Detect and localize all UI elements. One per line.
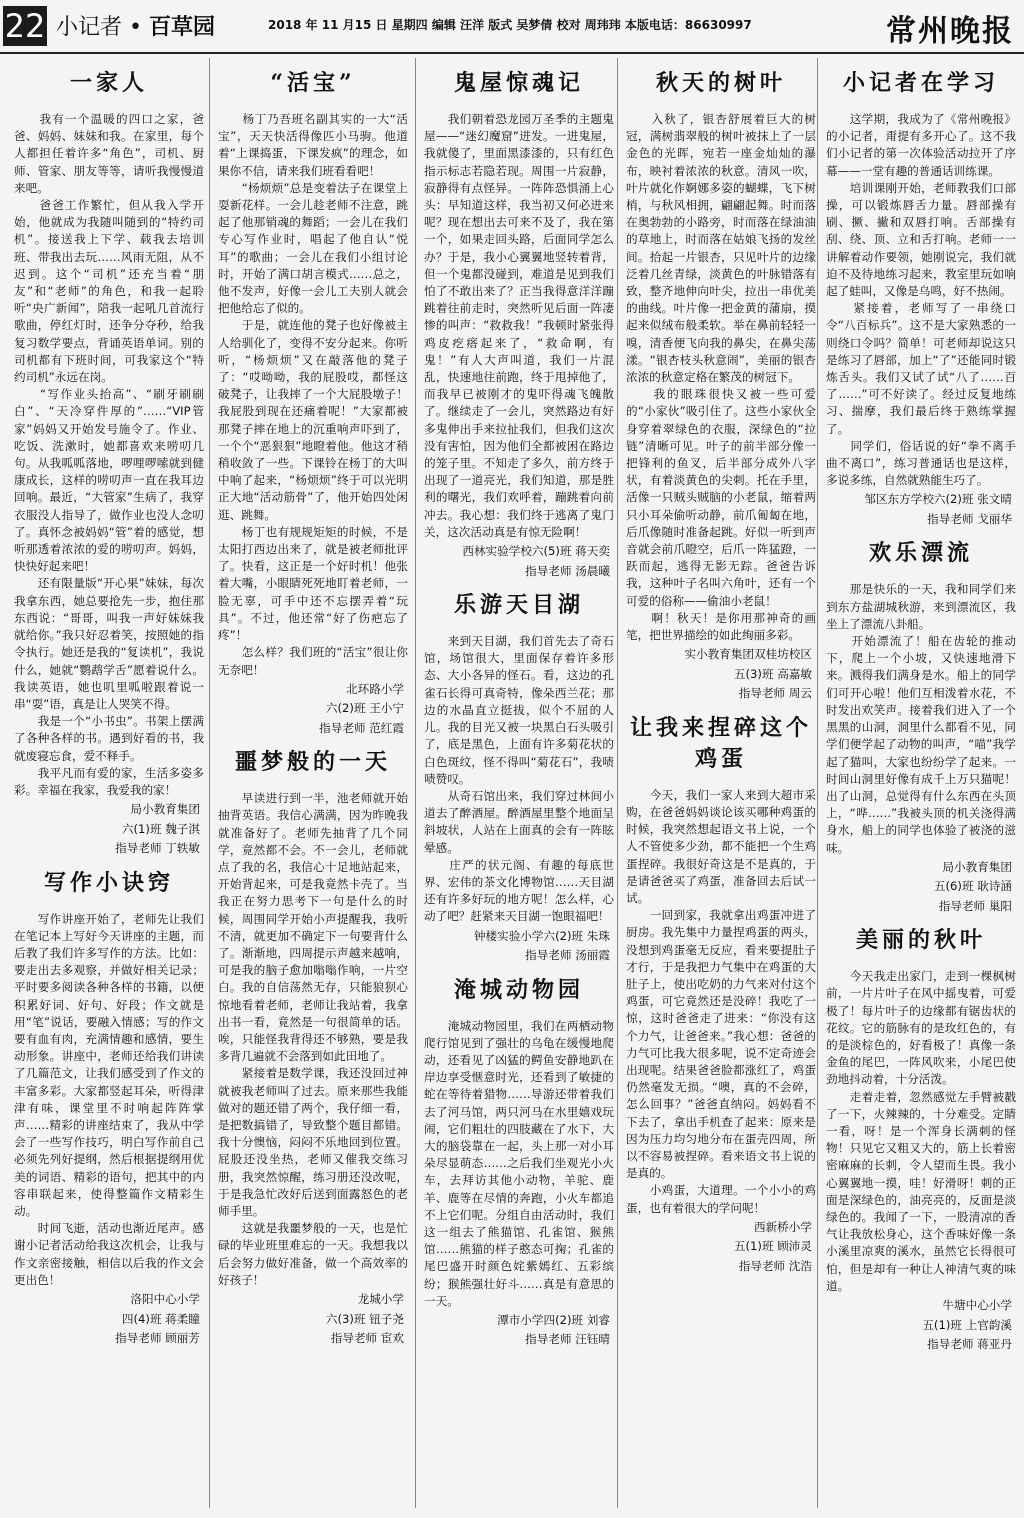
article-title: 淹城动物园: [453, 976, 584, 1003]
article-byline: 指导老师 戈丽华: [927, 511, 1012, 526]
section-name: 小记者: [56, 15, 123, 40]
article-byline: 洛阳中心小学: [130, 1292, 200, 1307]
article-title: 让我来捏碎这个鸡蛋: [629, 714, 812, 772]
article-byline: 指导老师 巢阳: [938, 898, 1012, 913]
column-1: [14, 58, 204, 1510]
article-body: 来到天目湖，我们首先去了奇石馆，场馆很大，里面保存着许多形态、大小各异的怪石。看，这边的孔雀石长得可真奇特，像朵西兰花；那边的水晶直立挺拔，似个不屈的人儿。我的目光又被一块黑白石头吸引了，底是黑色，上面有许多菊花状的白色斑纹，怪不得叫“菊花石”，我啧啧赞叹。 从奇石馆出来，我们穿过林间小道去了醉酒屋。醉酒屋里整个地面呈斜坡状，人站在上面真的会有一阵眩晕感。 庄严的状元阁、有趣的每底世界、宏伟的茶文化博物馆……天目湖还有许多好玩的地方呢！怎么样，心动了吧？赶紧来天目湖一饱眼福吧！: [424, 634, 614, 924]
article: [626, 711, 816, 1276]
article-body: 今天我走出家门，走到一棵枫树前，一片片叶子在风中摇曳着，可爱极了！每片叶子的边缘都有锯齿状的花纹。它的筋脉有的是玫红色的，有的是淡棕色的，好看极了！真像一条金鱼的尾巴，一阵风吹来，小尾巴使劲地抖动着，十分活泼。 走着走着，忽然感觉左手臂被戳了一下，火辣辣的，十分难受。定睛一看，呀！是一个浑身长满刺的怪物！只见它又粗又大的，筋上长着密密麻麻的长刺，令人望而生畏。我小心翼翼地一摸，哇！好滑呀！刺的正面是深绿色的，油亮亮的，反面是淡绿色的。我闻了一下，一股清凉的香气让我放松身心，这个香味好像一条小溪里凉爽的溪水，虽然它长得很可怕，但是却有一种让人神清气爽的味道。: [826, 969, 1016, 1293]
article-body: 我们朝着恐龙园万圣季的主题鬼屋——“迷幻魔窟”进发。一进鬼屋，我就傻了，里面黑漆漆的，只有红色指示标志若隐若现。周围一片寂静，寂静得有点怪异。一阵阵恐惧涌上心头：早知道这样，我当初又何必进来呢？现在想出去可来不及了，我在第一个，如果走回头路，后面同学怎么办？于是，我小心翼翼地竖转着背，但一个鬼都没碰到，难道是见到我们怕了不敢出来了？正当我得意洋洋蹦跳着往前走时，突然听见后面一阵凄惨的叫声：“救救我！”我顿时紧张得鸡皮疙瘩起来了，“救命啊，有鬼！”有人大声叫道，我们一片混乱，快速地往前跑，终于甩掉他了，而我早已被刚才的鬼吓得魂飞魄散了。继续走了一会儿，突然路边有好多鬼伸出手来拉扯我们，但我们这次没有害怕，因为他们全都被困在路边的笼子里。不知走了多久，前方终于出现了一道亮光，我们知道，那是胜利的曙光，我们欢呼着，蹦跳着向前冲去。我心想：我们终于逃离了鬼门关，这次活动真是有惊无险啊！: [424, 112, 614, 539]
article-title: 写作小诀窍: [43, 869, 174, 896]
article-title: 噩梦般的一天: [234, 749, 391, 776]
article: [218, 66, 408, 737]
article-byline: 局小教育集团: [942, 859, 1012, 874]
article: [14, 66, 204, 858]
article-byline: 钟楼实验小学六(2)班 朱珠: [473, 928, 610, 943]
article-title: 鬼屋惊魂记: [453, 70, 584, 96]
column-4: [626, 58, 816, 1510]
article-title: “活宝”: [270, 70, 356, 96]
column-rule: [415, 58, 416, 1508]
column-3: [424, 58, 614, 1510]
article: [218, 745, 408, 1347]
article-body: 淹城动物园里，我们在两栖动物爬行馆见到了强壮的乌龟在缓慢地爬动，还看见了凶猛的鳄鱼安静地趴在岸边享受惬意时光，还看到了敏捷的蛇在等待着猎物……导游还带着我们去了河马馆，两只河马在水里嬉戏玩闹，它们粗壮的四肢藏在了水下，大大的脑袋靠在一起，头上那一对小耳朵尽显萌态……之后我们坐观光小火车，去拜访其他小动物，羊驼、鹿羊、鹿等在尽情的奔跑，小火车都追不上它们呢。分组自由活动时，我们这一组去了熊猫馆、孔雀馆、猴熊馆……熊猫的样子憨态可掬；孔雀的尾巴盛开时颜色姹紫嫣红、五彩缤纷；猴熊强壮好斗……真是有意思的一天。: [424, 1018, 614, 1308]
article-byline: 六(1)班 魏子淇: [121, 821, 200, 836]
article-body: 杨丁乃吾班名副其实的一大“活宝”，天天快活得像匹小马驹。他道着“上课捣蛋，下课发疯”的理念，如果你不信，请来我们班看看吧！ “杨烦烦”总是变着法子在课堂上耍新花样。一会儿趁老师不注意，跳起了他那销魂的舞蹈；一会儿在我们专心写作业时，唱起了他自认“悦耳”的歌曲；一会儿在我们小组讨论时，开始了满口胡言模式……总之，他不发声，好像一会儿工夫别人就会把他给忘了似的。 于是，就连他的凳子也好像被主人给驯化了，变得不安分起来。你听听，“杨烦烦”又在敲落他的凳子了：“哎呦呦，我的屁股哎，都怪这破凳子，让我摔了一个大屁股墩子！我屁股到现在还痛着呢！”大家都被那凳子摔在地上的沉重响声吓到了，一个个“恶狠狠”地瞪着他。他这才稍稍收敛了一些。下课铃在杨丁的大叫中响了起来，“杨烦烦”终于可以光明正大地“活动筋骨”了，他开始四处闲逛、跳舞。 杨丁也有规规矩矩的时候，不是太阳打西边出来了，就是被老师批评了。快看，这正是一个好时机！他张着大嘴，小眼睛死死地盯着老师，一脸无辜，可手中还不忘摆弄着“玩具”。不过，他还常“好了伤疤忘了疼”！ 怎么样？我们班的“活宝”很让你无奈吧！: [218, 112, 408, 677]
article: [424, 66, 614, 580]
issue-info: 2018 年 11 月15 日 星期四 编辑 汪洋 版式 吴梦倩 校对 周玮玮 本版电话：86630997: [268, 18, 752, 32]
article-byline: 北环路小学: [346, 681, 404, 696]
column-5: [826, 58, 1016, 1510]
article-body: 这学期，我成为了《常州晚报》的小记者，甭提有多开心了。这不我们小记者的第一次体验活动拉开了序幕——一堂有趣的普通话训练课。 培训课刚开始，老师教我们口部操，可以锻炼唇舌力量。唇部操有刷、撅、撇和双唇打响。舌部操有刮、绕、顶、立和舌打响。老师一一讲解着动作要领，她刚说完，我们就迫不及待地练习起来，教室里玩如响起了蛙叫，又像是乌鸣，好不热闹。 紧接着，老师写了一串绕口令“八百标兵”。这不是大家熟悉的一则绕口令吗？简单！可老师却说这只是练习了唇部，加上“了”还能同时锻炼舌头。我们又试了试“八了……百了……”可不好读了。经过反复地练习、揣摩，我们最后终于熟练掌握了。 同学们，俗话说的好“拳不离手曲不离口”，练习普通话也是这样，多说多练，自然就熟能生巧了。: [826, 112, 1016, 488]
article-byline: 指导老师 汤丽霞: [525, 948, 610, 963]
article-byline: 指导老师 汪钰晴: [525, 1332, 610, 1347]
article-byline: 六(3)班 钮子尧: [325, 1311, 404, 1326]
article-body: 那是快乐的一天，我和同学们来到东方盐湖城秋游，来到漂流区，我坐上了漂流八卦船。 开始漂流了！船在齿轮的推动下，爬上一个小坡，又快速地滑下来。溅得我们满身是水。船上的同学们可开心啦！他们互相泼着水花，不时发出欢笑声。接着我们进入了一个黑黑的山洞，洞里什么都看不见，同学们便学起了动物的叫声，“喵”我学起了猫叫，大家也纷纷学了起来。一时间山洞里好像有成千上万只猫呢！出了山洞，总觉得有什么东西在头顶上，“哗……”我被头顶的机关浇得满身水，船上的同学也体验了被浇的滋味。: [826, 582, 1016, 855]
article-body: 我有一个温暖的四口之家，爸爸、妈妈、妹妹和我。在家里，每个人都担任着许多“角色”，司机、厨师、管家、朋友等等，请听我慢慢道来吧。 爸爸工作繁忙，但从我入学开始，他就成为我随叫随到的“特约司机”。接送我上下学、载我去培训班、带我出去玩……风雨无阻，从不迟到。这个“司机”还充当着“朋友”和“老师”的角色，和我一起聆听“央广新闻”，陪我一起吼几首流行歌曲，停红灯时，还争分夺秒，给我复习数学要点，背诵英语单词。别的司机都有下班时间，可我家这个“特约司机”永远在岗。 “写作业头抬高”、“刷牙刷刷白”、“天冷穿件厚的”……“VIP管家”妈妈又开始发号施令了。作业、吃饭、洗漱时，她都喜欢来唠叨几句。从我呱呱落地，啰哩啰嗦就到健康成长，这样的唠叨声一直在我耳边回响。最近，“大管家”生病了，我穿衣服没人指导了，做作业也没人念叨了。真怀念被妈妈“管”着的感觉，想听那透着浓浓的爱的唠叨声。妈妈，快快好起来吧！ 还有限量版“开心果”妹妹，每次我拿东西，她总要抢先一步，抱住那东西说：“哥哥，叫我一声好妹妹我就给你。”我只好忍着笑，按照她的指令执行。她还是我的“复读机”，我说什么，她就“鹦鹉学舌”愿着说什么。我读英语，她也叽里呱啦跟着说一串“耍”语，真是让人哭笑不得。 我是一个“小书虫”。书架上摆满了各种各样的书。遇到好看的书，我就废寝忘食，爱不释手。 我平凡而有爱的家，生活多姿多彩。幸福在我家，我爱我的家！: [14, 112, 204, 797]
page-number: 22: [4, 7, 46, 45]
column-rule: [817, 58, 818, 1508]
article-byline: 指导老师 沈浩: [738, 1258, 812, 1273]
article-byline: 实小教育集团双桂坊校区: [684, 647, 812, 662]
article: [424, 588, 614, 964]
article-byline: 五(3)班 高嘉敏: [733, 666, 812, 681]
page-header: [0, 0, 1024, 54]
newspaper-logo: 常州晚报: [886, 14, 1014, 49]
article-byline: 牛塘中心小学: [942, 1298, 1012, 1313]
article: [626, 66, 816, 703]
article-byline: 五(1)班 上官韵溪: [922, 1317, 1012, 1332]
article-title: 欢乐漂流: [868, 540, 973, 567]
article-byline: 五(1)班 顾沛灵: [733, 1239, 812, 1254]
article-body: 早读进行到一半，池老师就开始抽背英语。我信心满满，因为昨晚我就准备好了。老师先抽背了几个同学，竟然都不会。不一会儿，老师就点了我的名，我信心十足地站起来，开始背起来，可是我竟然卡壳了。当我正在努力思考下一句是什么的时候，周围同学开始小声提醒我，我听不清，就更加不确定下一句要背什么了。渐渐地，四周提示声越来越响，可是我的脑子愈加嗡嗡作响，一片空白。我的自信荡然无存，只能狼狈心惊地看着老师，老师让我站着，我拿出书一看，竟然是一句很简单的话。唉，只能怪我背得还不够熟，要是我多背几遍就不会落到如此田地了。 紧接着是数学课，我还没回过神就被我老师叫了过去。原来那些我能做对的题还错了两个，我仔细一看，是把数搞错了，导致整个题目都错。我十分懊恼，闷闷不乐地回到位置。屁股还没坐热，老师又催我交练习册，我突然惊醒，练习册还没改呢，于是我急忙改好后送到面露怒色的老师手里。 这就是我噩梦般的一天，也是忙碌的毕业班里难忘的一天。我想我以后会努力做好准备，做一个高效率的好孩子！: [218, 791, 408, 1287]
column-rule: [209, 58, 210, 1508]
column-rule: [617, 58, 618, 1508]
article: [14, 866, 204, 1348]
article: [826, 536, 1016, 915]
article: [826, 923, 1016, 1353]
article: [424, 973, 614, 1349]
column-2: [218, 58, 408, 1510]
article-byline: 六(2)班 王小宁: [325, 701, 404, 716]
article-byline: 龙城小学: [357, 1292, 404, 1307]
article-body: 今天，我们一家人来到大超市采购，在爸爸妈妈谈论该买哪种鸡蛋的时候，我突然想起语文书上说，一个人不管使多少劲，都不能把一个生鸡蛋捏碎。我很好奇这是不是真的，于是请爸爸买了鸡蛋，准备回去后试一试。 一回到家，我就拿出鸡蛋冲进了厨房。我先集中力量捏鸡蛋的两头，没想到鸡蛋毫无反应，看来要提肚子才行，于是我把力气集中在鸡蛋的大肚子上，使出吃奶的力气来对付这个鸡蛋，可它竟然还是没碎！我吃了一惊，这时爸爸走了进来：“你没有这个力气，让爸爸来。”我心想：爸爸的力气可比我大很多呢，说不定奇迹会出现呢。结果爸爸脸都涨红了，鸡蛋仍然毫发无损。“噢，真的不会碎，怎么回事？”爸爸直纳闷。妈妈看不下去了，拿出手机查了起来：原来是因为压力均匀地分布在蛋壳四周，所以不容易被捏碎。看来语文书上说的是真的。 小鸡蛋，大道理。一个小小的鸡蛋，也有着很大的学问呢！: [626, 787, 816, 1215]
article-byline: 局小教育集团: [130, 802, 200, 817]
article-byline: 五(6)班 耿诗涵: [933, 879, 1012, 894]
article-byline: 邹区东方学校六(2)班 张文晴: [864, 492, 1012, 507]
article-byline: 指导老师 蒋亚丹: [927, 1337, 1012, 1352]
article-byline: 指导老师 宦欢: [330, 1331, 404, 1346]
article-byline: 潭市小学四(2)班 刘睿: [497, 1312, 610, 1327]
article-title: 乐游天目湖: [453, 592, 584, 619]
article-byline: 指导老师 周云: [738, 686, 812, 701]
section-title: 小记者 • 百草园: [56, 15, 215, 40]
article: [826, 66, 1016, 528]
article-byline: 四(4)班 蒋柔瞳: [121, 1311, 200, 1326]
article-byline: 指导老师 丁轶敏: [115, 841, 200, 856]
article-byline: 指导老师 顾丽芳: [115, 1331, 200, 1346]
article-byline: 西林实验学校六(5)班 蒋天奕: [462, 544, 610, 559]
article-title: 美丽的秋叶: [855, 927, 986, 954]
article-body: 写作讲座开始了，老师先让我们在笔记本上写好今天讲座的主题，而后教了我们许多写作的方法。比如：要走出去多观察，并做好相关记录；平时要多阅读各种各样的书籍，以便积累好词、好句、好段；作文就是用“笔”说话，要融入情感；写的作文要有血有肉，充满情趣和感情，要生动形象。讲座中，老师还给我们讲读了几篇范文，让我们感受到了作文的丰富多彩。大家都竖起耳朵，听得津津有味，课堂里不时响起阵阵掌声……精彩的讲座结束了，我从中学会了一些写作技巧，明白写作前自己必须先列好提纲，然后根据提纲用优美的词语、精彩的语句，把其中的内容串联起来，使得整篇作文精彩生动。 时间飞逝，活动也渐近尾声。感谢小记者活动给我这次机会，让我与作文亲密接触，相信以后我的作文会更出色！: [14, 911, 204, 1287]
article-title: 一家人: [69, 70, 148, 96]
article-byline: 西新桥小学: [754, 1219, 812, 1234]
article-body: 入秋了，银杏舒展着巨大的树冠，满树翡翠般的树叶被抹上了一层金色的光晖，宛若一座金灿灿的瀑布，映衬着浓浓的秋意。清风一吹，叶片就化作婀娜多姿的蝴蝶，飞下树梢，与秋风相拥，翩翩起舞。时而落在奥勃勃的小路旁，时而落在绿油油的草地上，时而落在姑娘飞扬的发丝间。拾起一片银杏，只见叶片的边缘泛着几丝青绿，淡黄色的叶脉错落有致，整齐地伸向叶尖，拉出一串优美的曲线。叶片像一把金黄的蒲扇，摸起来似绒布般柔软。举在鼻前轻轻一嗅，清香便飞向我的鼻尖，在鼻尖荡漾。“银杏枝头秋意闹”，美丽的银杏浓浓的秋意定格在繁茂的树冠下。 我的眼珠很快又被一些可爱的“小家伙”吸引住了。这些小家伙全身穿着翠绿色的衣服，深绿色的“拉链”清晰可见。叶子的前半部分像一把锋利的鱼叉，后半部分成外八字状，有着淡黄色的尖刺。托在手里，活像一只贼头贼脑的小老鼠，缩着两只小耳朵偷听动静，前爪匍匐在地，后爪像随时准备起跳。好似一听到声音就会前爪瞪空，后爪一阵猛蹬，一跃而起，逃得无影无踪。爸爸告诉我，这种叶子名叫六角叶，还有一个可爱的俗称——偷油小老鼠！ 啊！秋天！是你用那神奇的画笔，把世界描绘的如此绚丽多彩。: [626, 112, 816, 643]
section-sub: 百草园: [148, 15, 215, 40]
article-byline: 指导老师 范红霞: [319, 720, 404, 735]
article-title: 小记者在学习: [842, 70, 999, 96]
article-byline: 指导老师 汤晨曦: [525, 563, 610, 578]
article-title: 秋天的树叶: [655, 70, 786, 96]
